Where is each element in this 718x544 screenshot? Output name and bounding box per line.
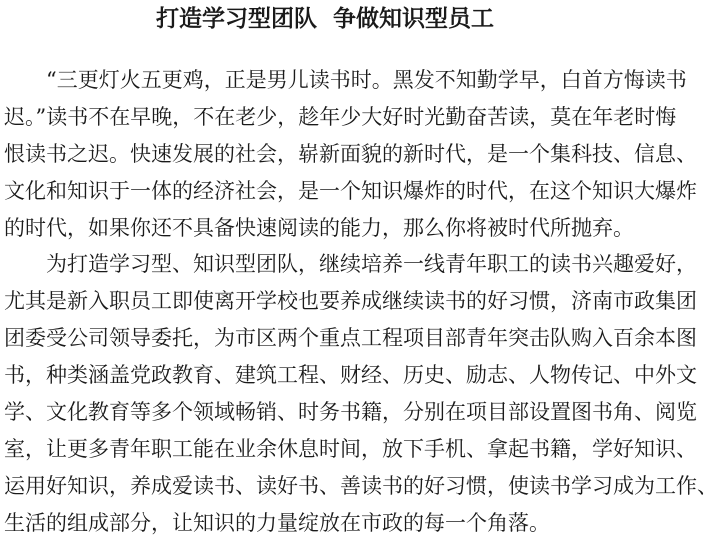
text-line: “三更灯火五更鸡，正是男儿读书时。黑发不知勤学早，白首方悔读书: [4, 68, 687, 92]
text-line: 为打造学习型、知识型团队，继续培养一线青年职工的读书兴趣爱好，: [4, 252, 697, 277]
text-line: 书，种类涵盖党政教育、建筑工程、财经、历史、励志、人物传记、中外文: [4, 363, 697, 388]
text-line: 文化和知识于一体的经济社会，是一个知识爆炸的时代，在这个知识大爆炸: [4, 178, 697, 203]
document-body: [4, 62, 718, 542]
paragraph-2: [4, 246, 718, 541]
text-line: 运用好知识，养成爱读书、读好书、善读书的好习惯，使读书学习成为工作、: [4, 473, 718, 498]
paragraph-1: [4, 62, 697, 246]
text-line: 室，让更多青年职工能在业余休息时间，放下手机、拿起书籍，学好知识、: [4, 436, 697, 461]
text-line: 的时代，如果你还不具备快速阅读的能力，那么你将被时代所抛弃。: [4, 215, 634, 240]
text-line: 生活的组成部分，让知识的力量绽放在市政的每一个角落。: [4, 510, 550, 535]
document-title: 打造学习型团队 争做知识型员工: [155, 5, 494, 32]
text-line: 恨读书之迟。快速发展的社会，崭新面貌的新时代，是一个集科技、信息、: [4, 141, 697, 166]
text-line: 学、文化教育等多个领域畅销、时务书籍，分别在项目部设置图书角、阅览: [4, 400, 697, 425]
text-line: 尤其是新入职员工即使离开学校也要养成继续读书的好习惯，济南市政集团: [4, 289, 697, 314]
text-line: 迟。”读书不在早晚，不在老少，趁年少大好时光勤奋苦读，莫在年老时悔: [4, 104, 677, 129]
text-line: 团委受公司领导委托，为市区两个重点工程项目部青年突击队购入百余本图: [4, 326, 697, 351]
